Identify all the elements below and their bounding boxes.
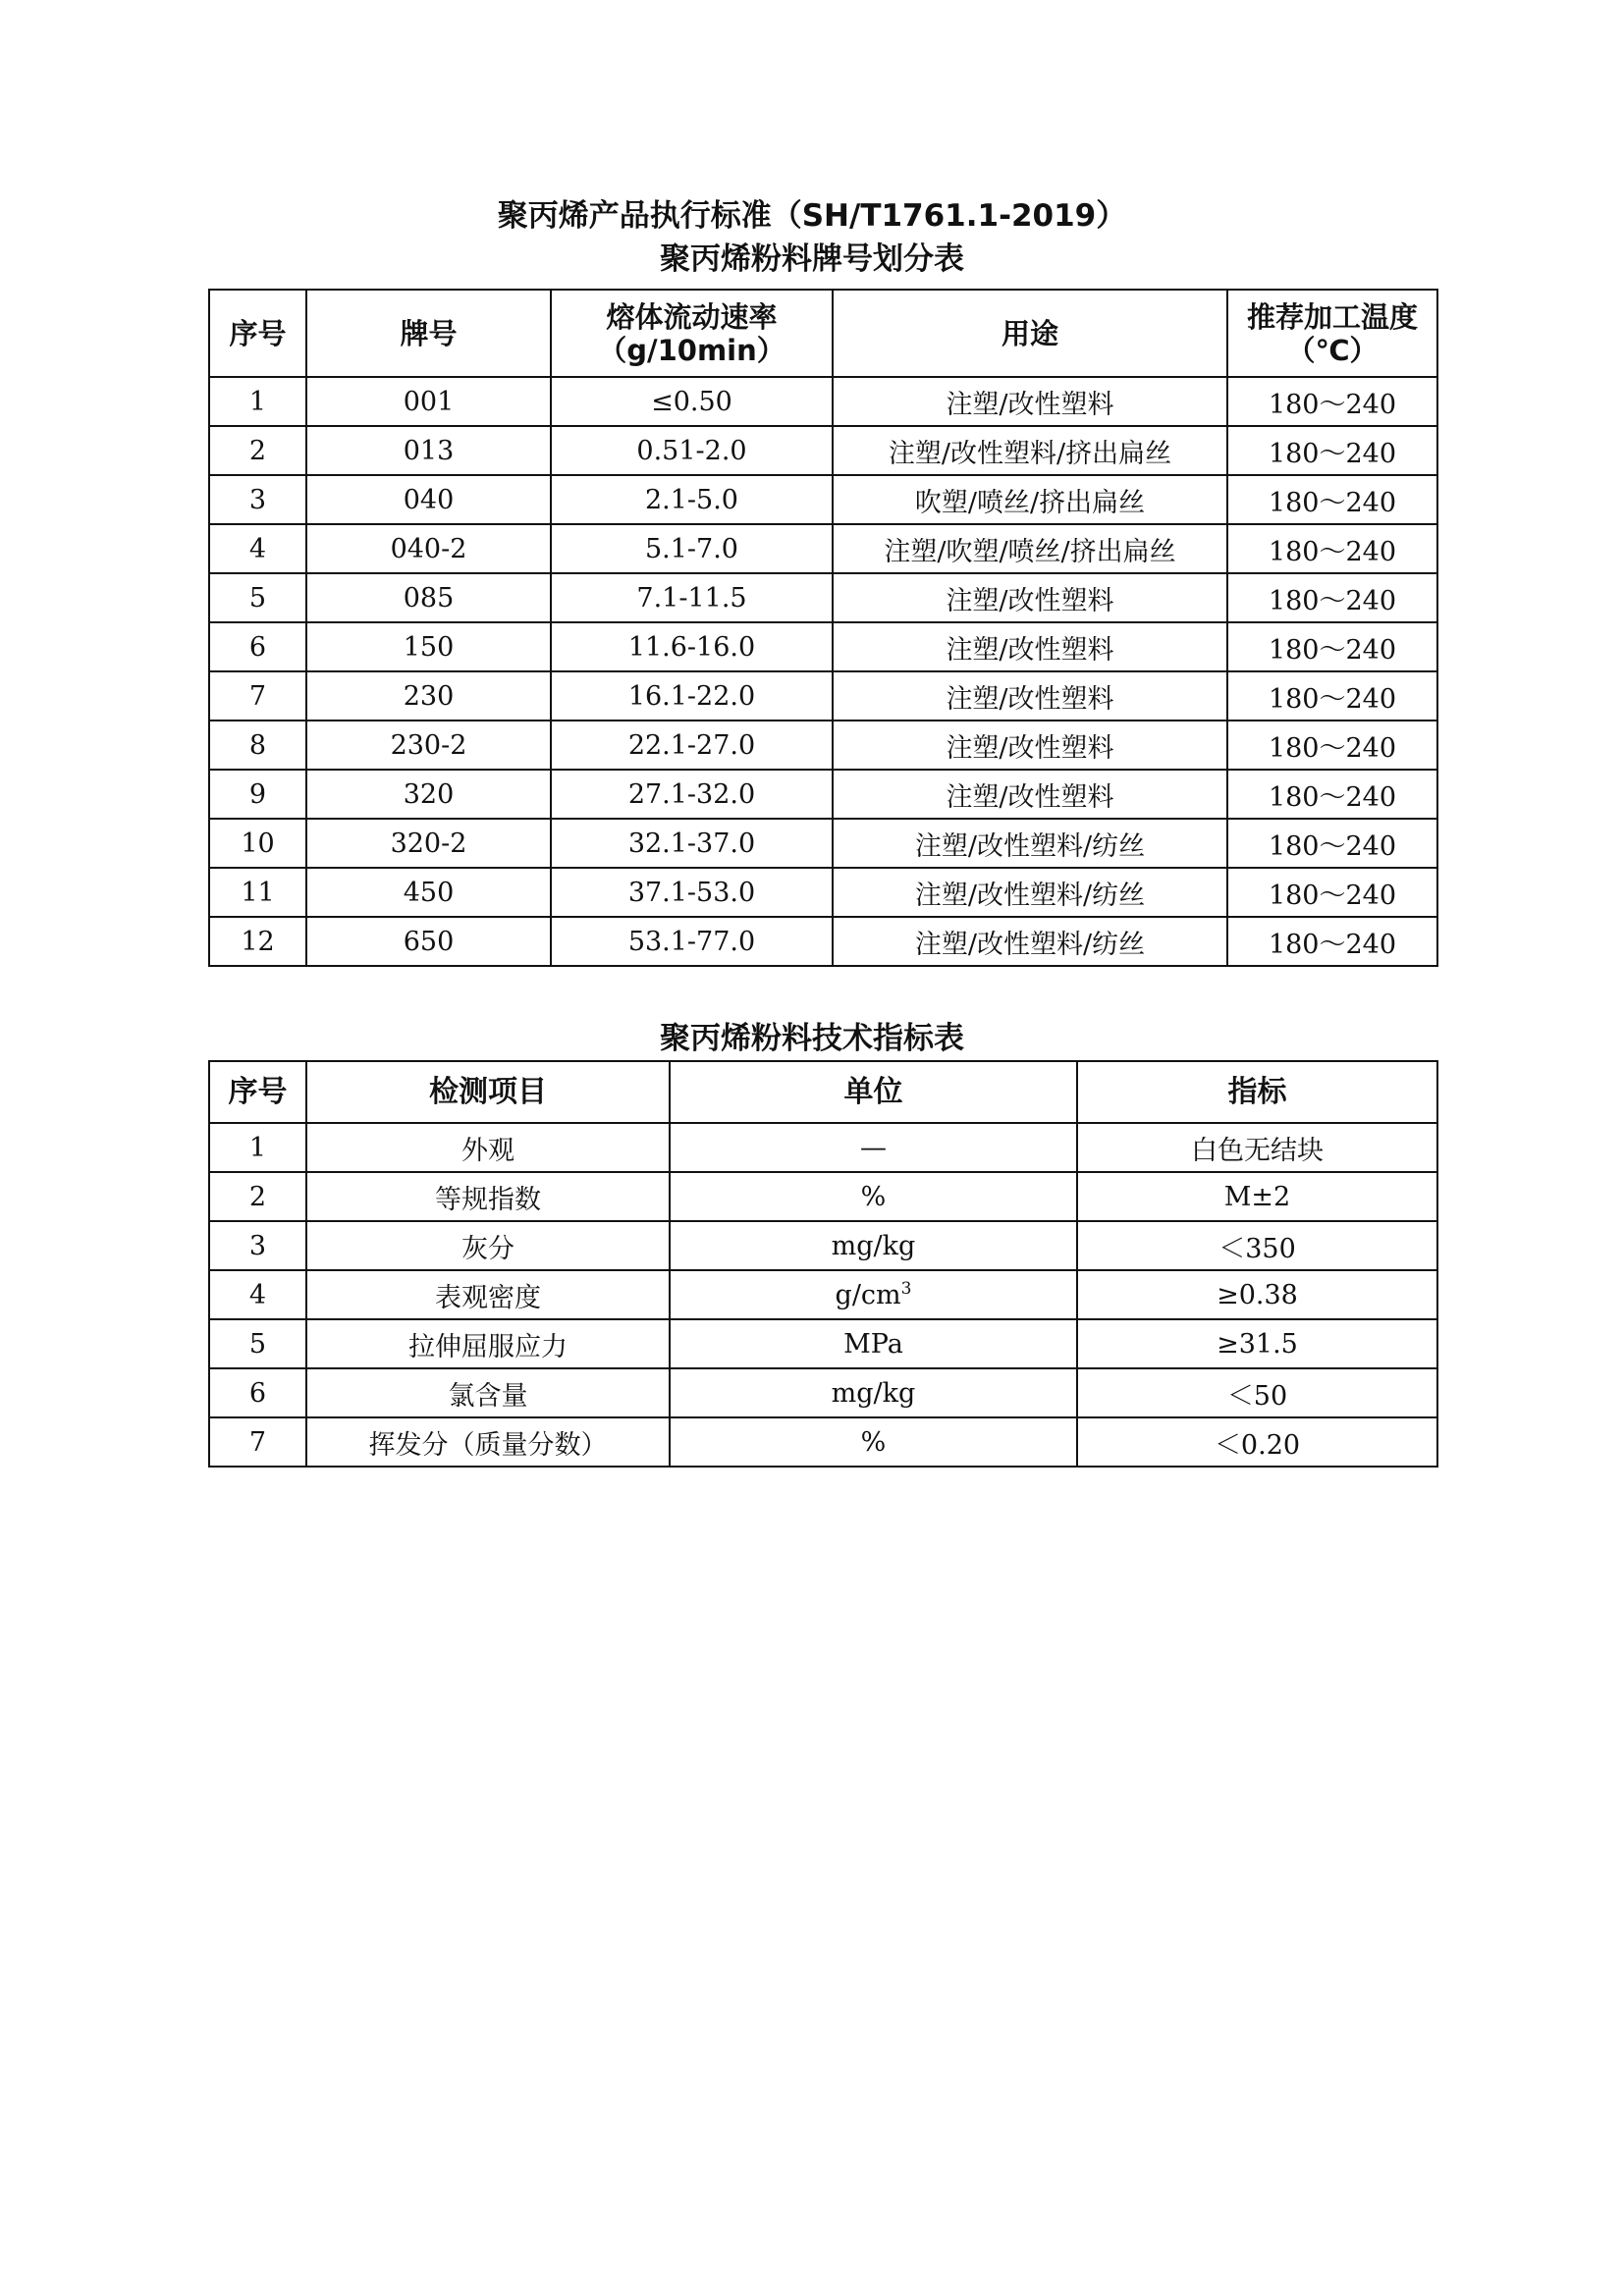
cell-processing-temp: 180～240	[1227, 377, 1437, 426]
table-row	[209, 622, 1437, 671]
cell-application: 注塑/改性塑料	[833, 721, 1227, 770]
cell-processing-temp: 180～240	[1227, 622, 1437, 671]
header-test-item: 检测项目	[306, 1061, 670, 1123]
header-specification: 指标	[1077, 1061, 1437, 1123]
header-melt-flow-rate: 熔体流动速率（g/10min）	[551, 290, 833, 377]
table-row	[209, 1221, 1437, 1270]
cell-grade: 320	[306, 770, 551, 819]
cell-processing-temp: 180～240	[1227, 917, 1437, 966]
cell-specification: ≥0.38	[1077, 1270, 1437, 1319]
table-row	[209, 868, 1437, 917]
cell-index: 2	[209, 426, 306, 475]
cell-application: 注塑/改性塑料/纺丝	[833, 868, 1227, 917]
cell-melt-flow-rate: 16.1-22.0	[551, 671, 833, 721]
table-row	[209, 721, 1437, 770]
table-row	[209, 1123, 1437, 1172]
cell-processing-temp: 180～240	[1227, 819, 1437, 868]
table-row	[209, 1368, 1437, 1417]
cell-index: 5	[209, 1319, 306, 1368]
cell-specification: 白色无结块	[1077, 1123, 1437, 1172]
cell-application: 注塑/改性塑料	[833, 770, 1227, 819]
table-row	[209, 1172, 1437, 1221]
cell-unit: %	[670, 1417, 1077, 1467]
grade-table-title: 聚丙烯粉料牌号划分表	[660, 241, 964, 277]
cell-index: 3	[209, 475, 306, 524]
cell-test-item: 拉伸屈服应力	[306, 1319, 670, 1368]
cell-index: 7	[209, 1417, 306, 1467]
cell-application: 注塑/吹塑/喷丝/挤出扁丝	[833, 524, 1227, 573]
cell-index: 6	[209, 622, 306, 671]
table-row	[209, 917, 1437, 966]
header-processing-temp: 推荐加工温度（℃）	[1227, 290, 1437, 377]
cell-melt-flow-rate: 5.1-7.0	[551, 524, 833, 573]
cell-index: 7	[209, 671, 306, 721]
cell-application: 注塑/改性塑料/纺丝	[833, 819, 1227, 868]
cell-grade: 013	[306, 426, 551, 475]
cell-test-item: 表观密度	[306, 1270, 670, 1319]
cell-processing-temp: 180～240	[1227, 573, 1437, 622]
cell-unit	[670, 1270, 1077, 1319]
table-row	[209, 819, 1437, 868]
cell-index: 3	[209, 1221, 306, 1270]
technical-spec-table	[208, 1060, 1438, 1468]
cell-index: 8	[209, 721, 306, 770]
table-row	[209, 524, 1437, 573]
cell-index: 9	[209, 770, 306, 819]
cell-application: 注塑/改性塑料	[833, 377, 1227, 426]
cell-application: 注塑/改性塑料/挤出扁丝	[833, 426, 1227, 475]
cell-melt-flow-rate: 27.1-32.0	[551, 770, 833, 819]
cell-grade: 650	[306, 917, 551, 966]
table-row	[209, 1417, 1437, 1467]
table-row	[209, 671, 1437, 721]
table-header-row	[209, 290, 1437, 377]
header-index: 序号	[209, 1061, 306, 1123]
cell-grade: 040	[306, 475, 551, 524]
cell-index: 2	[209, 1172, 306, 1221]
cell-melt-flow-rate: 22.1-27.0	[551, 721, 833, 770]
cell-specification: ＜350	[1077, 1221, 1437, 1270]
cell-application: 注塑/改性塑料	[833, 573, 1227, 622]
cell-application: 吹塑/喷丝/挤出扁丝	[833, 475, 1227, 524]
table-row	[209, 1270, 1437, 1319]
cell-test-item: 挥发分（质量分数）	[306, 1417, 670, 1467]
cell-application: 注塑/改性塑料/纺丝	[833, 917, 1227, 966]
cell-index: 4	[209, 524, 306, 573]
cell-processing-temp: 180～240	[1227, 770, 1437, 819]
header-index: 序号	[209, 290, 306, 377]
header-application: 用途	[833, 290, 1227, 377]
cell-index: 1	[209, 377, 306, 426]
table-row	[209, 573, 1437, 622]
cell-grade: 085	[306, 573, 551, 622]
table-row	[209, 475, 1437, 524]
cell-specification: M±2	[1077, 1172, 1437, 1221]
cell-application: 注塑/改性塑料	[833, 622, 1227, 671]
table-row	[209, 426, 1437, 475]
cell-grade: 450	[306, 868, 551, 917]
cell-index: 6	[209, 1368, 306, 1417]
unit-exponent: 3	[900, 1278, 912, 1299]
cell-index: 5	[209, 573, 306, 622]
cell-grade: 001	[306, 377, 551, 426]
cell-test-item: 外观	[306, 1123, 670, 1172]
cell-index: 1	[209, 1123, 306, 1172]
cell-index: 10	[209, 819, 306, 868]
cell-unit: MPa	[670, 1319, 1077, 1368]
cell-test-item: 氯含量	[306, 1368, 670, 1417]
cell-melt-flow-rate: 0.51-2.0	[551, 426, 833, 475]
cell-specification: ＜0.20	[1077, 1417, 1437, 1467]
cell-unit: —	[670, 1123, 1077, 1172]
cell-specification: ＜50	[1077, 1368, 1437, 1417]
grade-classification-table	[208, 289, 1438, 967]
cell-melt-flow-rate: 37.1-53.0	[551, 868, 833, 917]
cell-melt-flow-rate: 2.1-5.0	[551, 475, 833, 524]
table-row	[209, 377, 1437, 426]
header-grade: 牌号	[306, 290, 551, 377]
cell-test-item: 等规指数	[306, 1172, 670, 1221]
cell-unit: mg/kg	[670, 1221, 1077, 1270]
cell-test-item: 灰分	[306, 1221, 670, 1270]
cell-unit: %	[670, 1172, 1077, 1221]
cell-index: 12	[209, 917, 306, 966]
cell-index: 11	[209, 868, 306, 917]
cell-unit: mg/kg	[670, 1368, 1077, 1417]
cell-grade: 230	[306, 671, 551, 721]
cell-application: 注塑/改性塑料	[833, 671, 1227, 721]
unit-text: g/cm	[835, 1279, 901, 1310]
cell-melt-flow-rate: 11.6-16.0	[551, 622, 833, 671]
table-header-row	[209, 1061, 1437, 1123]
header-unit: 单位	[670, 1061, 1077, 1123]
cell-melt-flow-rate: ≤0.50	[551, 377, 833, 426]
cell-specification: ≥31.5	[1077, 1319, 1437, 1368]
cell-processing-temp: 180～240	[1227, 671, 1437, 721]
cell-melt-flow-rate: 32.1-37.0	[551, 819, 833, 868]
cell-processing-temp: 180～240	[1227, 426, 1437, 475]
table-row	[209, 770, 1437, 819]
cell-grade: 230-2	[306, 721, 551, 770]
cell-melt-flow-rate: 53.1-77.0	[551, 917, 833, 966]
cell-processing-temp: 180～240	[1227, 524, 1437, 573]
cell-grade: 040-2	[306, 524, 551, 573]
cell-index: 4	[209, 1270, 306, 1319]
cell-grade: 320-2	[306, 819, 551, 868]
cell-grade: 150	[306, 622, 551, 671]
cell-processing-temp: 180～240	[1227, 721, 1437, 770]
page-title: 聚丙烯产品执行标准（SH/T1761.1-2019）	[497, 198, 1127, 234]
cell-melt-flow-rate: 7.1-11.5	[551, 573, 833, 622]
table-row	[209, 1319, 1437, 1368]
cell-processing-temp: 180～240	[1227, 868, 1437, 917]
spec-table-title: 聚丙烯粉料技术指标表	[660, 1021, 964, 1056]
cell-processing-temp: 180～240	[1227, 475, 1437, 524]
